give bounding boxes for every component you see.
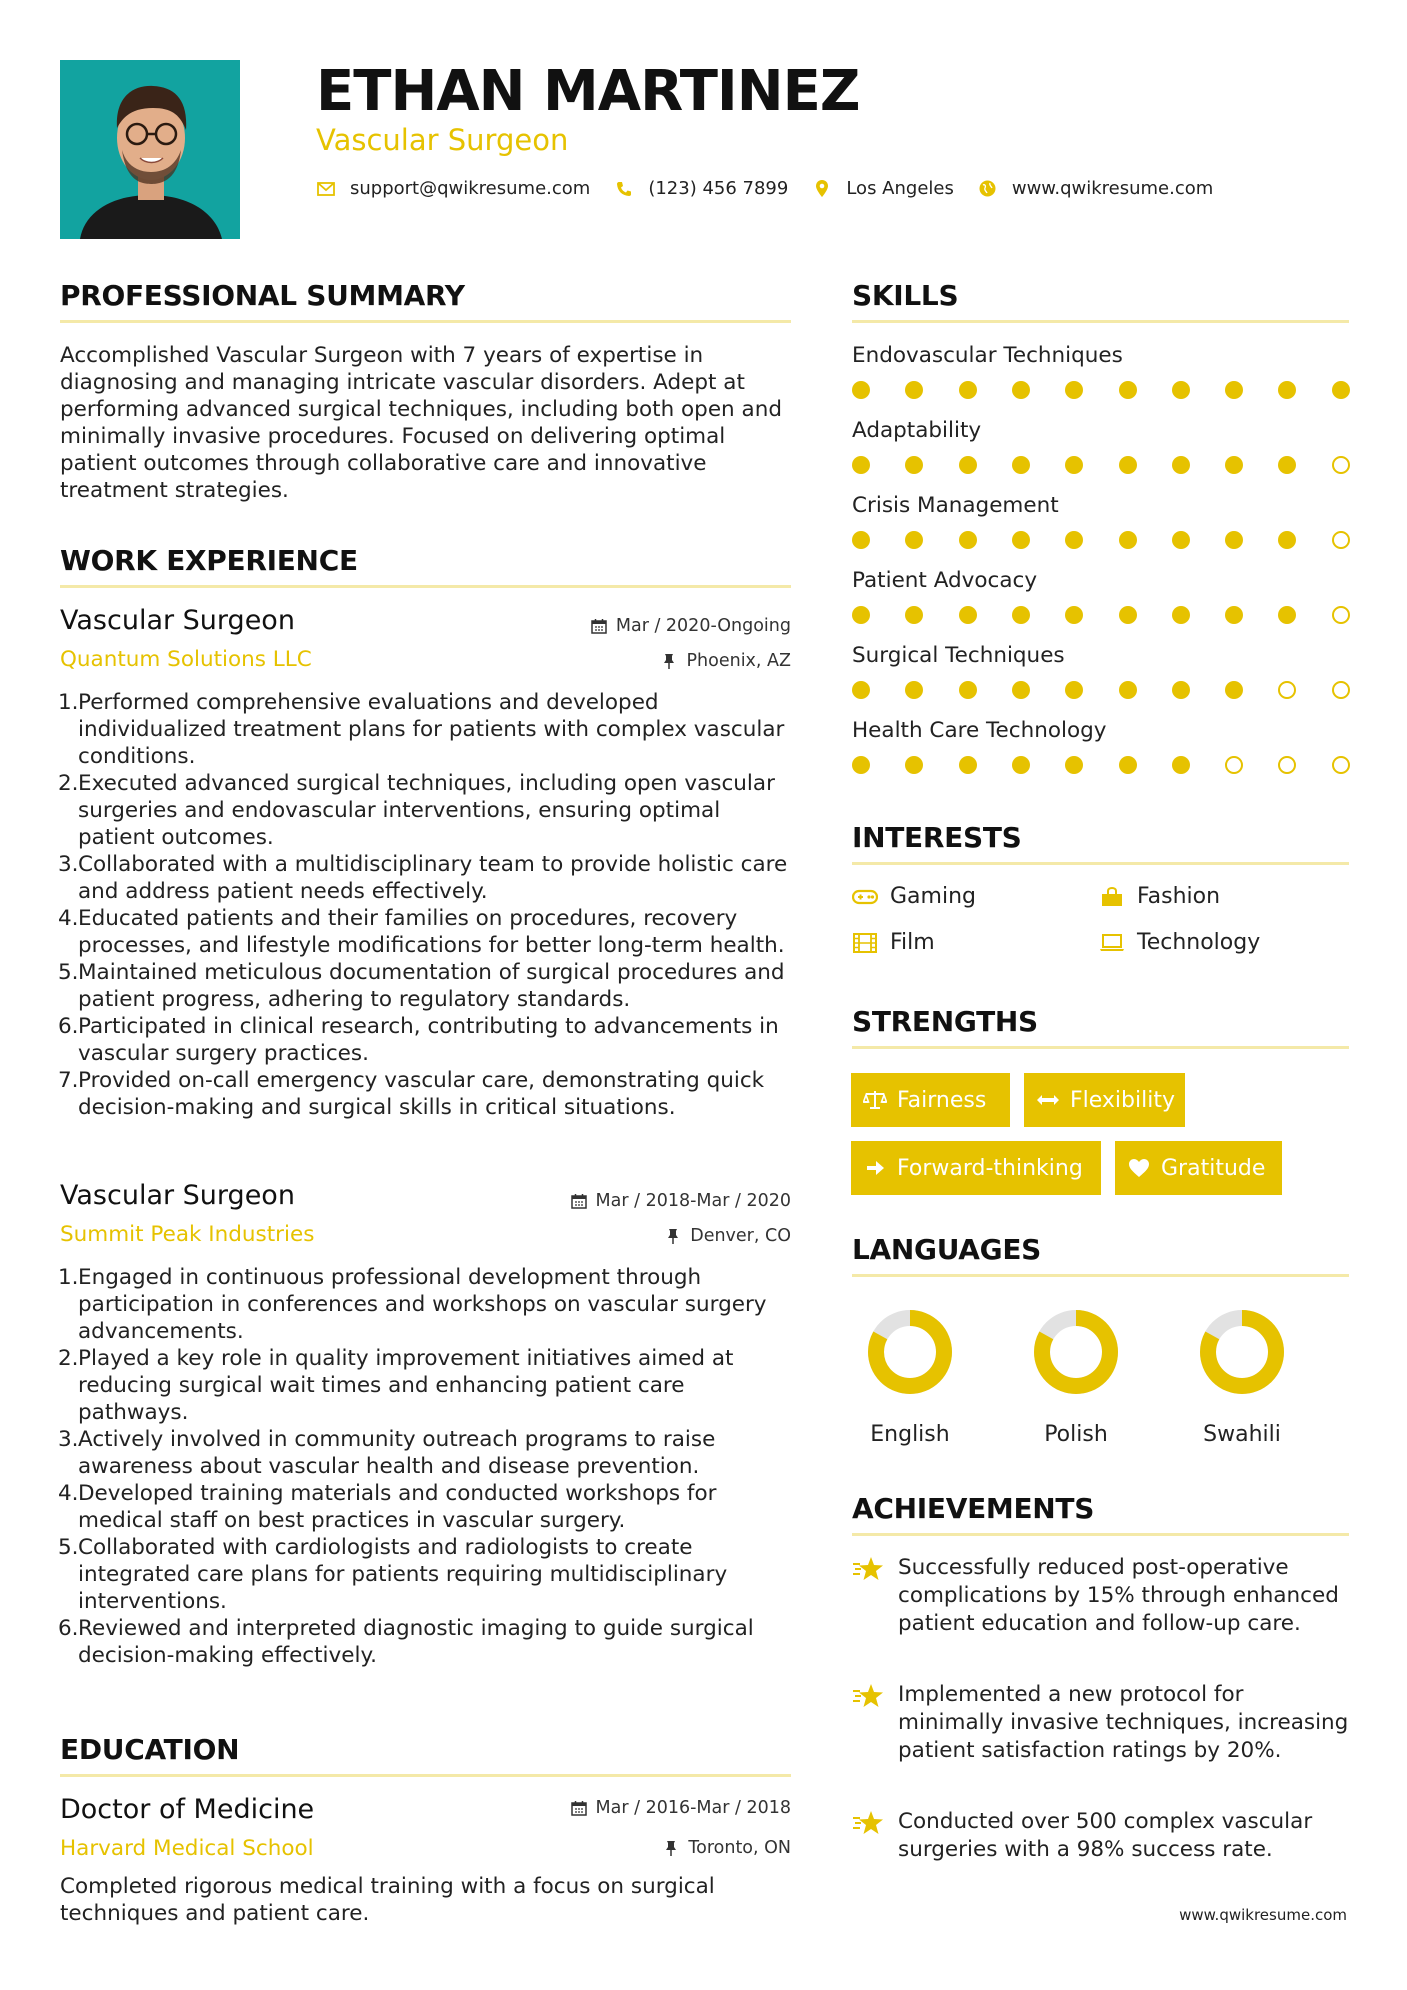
interests-heading: INTERESTS <box>852 821 1022 854</box>
job-1-dates-text: Mar / 2020-Ongoing <box>615 616 791 636</box>
list-item: 1. Performed comprehensive evaluations and developed individualized treatment plans for patients with complex vascular conditions. <box>58 690 785 769</box>
strengths-divider <box>852 1046 1349 1049</box>
job-2-location <box>480 1226 791 1246</box>
rating-dot-empty <box>1278 681 1296 699</box>
rating-dot-filled <box>1172 531 1190 549</box>
job-2-dates <box>480 1191 791 1211</box>
interests-divider <box>852 862 1349 865</box>
education-dates <box>480 1798 791 1818</box>
degree-title: Doctor of Medicine <box>60 1794 315 1825</box>
job-1-bullets <box>60 689 800 1121</box>
interest-label: Film <box>890 930 935 955</box>
contact-email[interactable] <box>316 178 590 199</box>
pushpin-icon <box>662 1839 680 1857</box>
rating-dot-filled <box>905 756 923 774</box>
strength-gratitude <box>1115 1141 1282 1195</box>
interest-technology <box>1099 930 1260 955</box>
work-divider <box>60 585 791 588</box>
arrows-horizontal-icon <box>1036 1089 1060 1111</box>
star-icon <box>852 1554 884 1582</box>
list-item: 4. Developed training materials and conducted workshops for medical staff on best practices in vascular surgery. <box>58 1481 717 1533</box>
achievement-item <box>852 1808 1352 1864</box>
profile-photo-illustration <box>60 60 240 239</box>
job-1-location-text: Phoenix, AZ <box>686 651 791 671</box>
rating-dot-filled <box>852 681 870 699</box>
strength-label: Forward-thinking <box>897 1155 1083 1181</box>
heart-icon <box>1127 1157 1151 1179</box>
rating-dot-filled <box>1065 531 1083 549</box>
contact-website[interactable] <box>978 178 1213 199</box>
rating-dot-filled <box>1012 756 1030 774</box>
rating-dot-filled <box>852 381 870 399</box>
job-1-title: Vascular Surgeon <box>60 605 295 636</box>
language-name: Swahili <box>1203 1422 1281 1447</box>
rating-dot-filled <box>1065 681 1083 699</box>
rating-dot-filled <box>1012 531 1030 549</box>
language-name: Polish <box>1044 1422 1108 1447</box>
achievements-heading: ACHIEVEMENTS <box>852 1492 1095 1525</box>
rating-dot-filled <box>1012 681 1030 699</box>
achievement-item <box>852 1554 1352 1638</box>
interest-label: Fashion <box>1137 884 1221 909</box>
language-donut <box>866 1308 954 1396</box>
contact-phone[interactable] <box>614 178 788 199</box>
rating-dot-filled <box>1278 606 1296 624</box>
language-item <box>840 1308 980 1447</box>
language-item <box>1006 1308 1146 1447</box>
rating-dot-filled <box>1012 606 1030 624</box>
education-heading: EDUCATION <box>60 1733 240 1766</box>
education-dates-text: Mar / 2016-Mar / 2018 <box>595 1798 791 1818</box>
skills-heading: SKILLS <box>852 279 959 312</box>
laptop-icon <box>1099 932 1125 954</box>
pushpin-icon <box>660 652 678 670</box>
rating-dot-filled <box>905 531 923 549</box>
rating-dot-filled <box>1172 756 1190 774</box>
phone-icon <box>614 179 634 199</box>
education-location-text: Toronto, ON <box>688 1838 791 1858</box>
strength-fairness <box>851 1073 1010 1127</box>
job-1-company: Quantum Solutions LLC <box>60 647 312 672</box>
rating-dot-filled <box>852 606 870 624</box>
arrow-right-icon <box>863 1157 887 1179</box>
globe-icon <box>978 179 998 199</box>
skill-name: Adaptability <box>852 418 982 443</box>
skill-name: Endovascular Techniques <box>852 343 1123 368</box>
skill-name: Surgical Techniques <box>852 643 1065 668</box>
rating-dot-filled <box>959 606 977 624</box>
footer-website[interactable]: www.qwikresume.com <box>1179 1906 1347 1924</box>
rating-dot-filled <box>1225 531 1243 549</box>
list-item: 4. Educated patients and their families on procedures, recovery processes, and lifestyle modifications for better long-term health. <box>58 906 785 958</box>
job-1-dates <box>480 616 791 636</box>
calendar-icon <box>590 617 608 635</box>
profile-photo <box>60 60 240 239</box>
strength-label: Flexibility <box>1070 1087 1175 1113</box>
rating-dot-empty <box>1332 756 1350 774</box>
map-pin-icon <box>812 179 832 199</box>
rating-dot-empty <box>1332 681 1350 699</box>
rating-dot-filled <box>1225 456 1243 474</box>
skill-rating <box>852 456 1357 476</box>
language-donut <box>1198 1308 1286 1396</box>
star-icon <box>852 1681 884 1709</box>
skill-rating <box>852 531 1357 551</box>
contact-bar <box>316 178 1237 199</box>
rating-dot-filled <box>1065 606 1083 624</box>
email-text: support@qwikresume.com <box>350 178 591 199</box>
phone-text: (123) 456 7899 <box>648 178 789 199</box>
rating-dot-filled <box>1278 531 1296 549</box>
skill-rating <box>852 606 1357 626</box>
rating-dot-filled <box>959 681 977 699</box>
rating-dot-filled <box>1278 381 1296 399</box>
list-item: 5. Maintained meticulous documentation of surgical procedures and patient progress, adhering to regulatory standards. <box>58 960 785 1012</box>
strength-forward-thinking <box>851 1141 1101 1195</box>
work-heading: WORK EXPERIENCE <box>60 544 358 577</box>
rating-dot-filled <box>1012 381 1030 399</box>
languages-divider <box>852 1274 1349 1277</box>
rating-dot-empty <box>1332 456 1350 474</box>
strength-flexibility <box>1024 1073 1185 1127</box>
rating-dot-filled <box>852 456 870 474</box>
bag-icon <box>1099 886 1125 908</box>
rating-dot-empty <box>1332 531 1350 549</box>
achievements-divider <box>852 1533 1349 1536</box>
job-2-bullets <box>60 1264 800 1669</box>
rating-dot-filled <box>905 681 923 699</box>
rating-dot-filled <box>1172 381 1190 399</box>
rating-dot-filled <box>1119 456 1137 474</box>
rating-dot-filled <box>1065 456 1083 474</box>
rating-dot-filled <box>959 531 977 549</box>
education-divider <box>60 1774 791 1777</box>
skill-rating <box>852 381 1357 401</box>
strength-label: Fairness <box>897 1087 987 1113</box>
language-item <box>1172 1308 1312 1447</box>
website-text: www.qwikresume.com <box>1011 178 1214 199</box>
interest-label: Gaming <box>890 884 976 909</box>
rating-dot-filled <box>1012 456 1030 474</box>
skill-rating <box>852 681 1357 701</box>
skill-name: Patient Advocacy <box>852 568 1038 593</box>
rating-dot-filled <box>905 606 923 624</box>
job-2-company: Summit Peak Industries <box>60 1222 315 1247</box>
rating-dot-filled <box>1119 606 1137 624</box>
star-icon <box>852 1808 884 1836</box>
list-item: 7. Provided on-call emergency vascular care, demonstrating quick decision-making and surgical skills in critical situations. <box>58 1068 765 1120</box>
skill-rating <box>852 756 1357 776</box>
list-item: 3. Actively involved in community outreach programs to raise awareness about vascular health and disease prevention. <box>58 1427 716 1479</box>
candidate-name: ETHAN MARTINEZ <box>316 59 860 124</box>
rating-dot-filled <box>1172 681 1190 699</box>
languages-heading: LANGUAGES <box>852 1233 1042 1266</box>
summary-divider <box>60 320 791 323</box>
achievement-text: Conducted over 500 complex vascular surgeries with a 98% success rate. <box>898 1809 1313 1862</box>
rating-dot-empty <box>1332 606 1350 624</box>
rating-dot-filled <box>1172 456 1190 474</box>
rating-dot-filled <box>959 756 977 774</box>
balance-scale-icon <box>863 1089 887 1111</box>
skill-name: Health Care Technology <box>852 718 1107 743</box>
achievement-text: Implemented a new protocol for minimally invasive techniques, increasing patient satisfaction ratings by 20%. <box>898 1682 1349 1763</box>
rating-dot-filled <box>1225 681 1243 699</box>
list-item: 3. Collaborated with a multidisciplinary team to provide holistic care and address patient needs effectively. <box>58 852 788 904</box>
education-location <box>480 1838 791 1858</box>
list-item: 5. Collaborated with cardiologists and radiologists to create integrated care plans for patients requiring multidisciplinary interventions. <box>58 1535 728 1614</box>
rating-dot-filled <box>852 756 870 774</box>
job-1-location <box>480 651 791 671</box>
calendar-icon <box>570 1192 588 1210</box>
list-item: 2. Played a key role in quality improvement initiatives aimed at reducing surgical wait times and enhancing patient care pathways. <box>58 1346 734 1425</box>
skill-name: Crisis Management <box>852 493 1059 518</box>
interest-gaming <box>852 884 976 909</box>
location-text: Los Angeles <box>846 178 954 199</box>
rating-dot-filled <box>1119 531 1137 549</box>
gamepad-icon <box>852 886 878 908</box>
strengths-heading: STRENGTHS <box>852 1005 1038 1038</box>
achievement-text: Successfully reduced post-operative complications by 15% through enhanced patient education and follow-up care. <box>898 1555 1339 1636</box>
rating-dot-empty <box>1278 756 1296 774</box>
skills-divider <box>852 320 1349 323</box>
list-item: 2. Executed advanced surgical techniques, including open vascular surgeries and endovascular interventions, ensuring optimal patient outcomes. <box>58 771 775 850</box>
education-text: Completed rigorous medical training with a focus on surgical techniques and patient care. <box>60 1874 715 1926</box>
rating-dot-filled <box>1119 381 1137 399</box>
rating-dot-filled <box>959 456 977 474</box>
rating-dot-filled <box>852 531 870 549</box>
pushpin-icon <box>664 1227 682 1245</box>
language-name: English <box>870 1422 950 1447</box>
rating-dot-filled <box>1172 606 1190 624</box>
list-item: 6. Reviewed and interpreted diagnostic imaging to guide surgical decision-making effectively. <box>58 1616 754 1668</box>
list-item: 6. Participated in clinical research, contributing to advancements in vascular surgery practices. <box>58 1014 779 1066</box>
summary-heading: PROFESSIONAL SUMMARY <box>60 279 465 312</box>
school-name: Harvard Medical School <box>60 1836 314 1861</box>
rating-dot-filled <box>1278 456 1296 474</box>
job-2-title: Vascular Surgeon <box>60 1180 295 1211</box>
rating-dot-filled <box>1225 381 1243 399</box>
list-item: 1. Engaged in continuous professional development through participation in conferences and workshops on vascular surgery advancements. <box>58 1265 767 1344</box>
candidate-role: Vascular Surgeon <box>316 123 569 157</box>
rating-dot-filled <box>1119 756 1137 774</box>
rating-dot-filled <box>1119 681 1137 699</box>
interest-label: Technology <box>1137 930 1261 955</box>
summary-text: Accomplished Vascular Surgeon with 7 years of expertise in diagnosing and managing intricate vascular disorders. Adept at performing advanced surgical techniques, including both open and minimally invasive procedures. Focused on delivering optimal patient outcomes through collaborative care and innovative treatment strategies. <box>60 343 782 503</box>
rating-dot-filled <box>1332 381 1350 399</box>
contact-location <box>812 178 954 199</box>
rating-dot-filled <box>1065 381 1083 399</box>
rating-dot-empty <box>1225 756 1243 774</box>
job-2-location-text: Denver, CO <box>690 1226 791 1246</box>
interest-fashion <box>1099 884 1220 909</box>
film-icon <box>852 932 878 954</box>
language-donut <box>1032 1308 1120 1396</box>
strength-label: Gratitude <box>1161 1155 1266 1181</box>
rating-dot-filled <box>1065 756 1083 774</box>
rating-dot-filled <box>905 381 923 399</box>
envelope-icon <box>316 179 336 199</box>
rating-dot-filled <box>959 381 977 399</box>
job-2-dates-text: Mar / 2018-Mar / 2020 <box>595 1191 791 1211</box>
interest-film <box>852 930 935 955</box>
rating-dot-filled <box>905 456 923 474</box>
rating-dot-filled <box>1225 606 1243 624</box>
achievement-item <box>852 1681 1352 1765</box>
calendar-icon <box>570 1799 588 1817</box>
